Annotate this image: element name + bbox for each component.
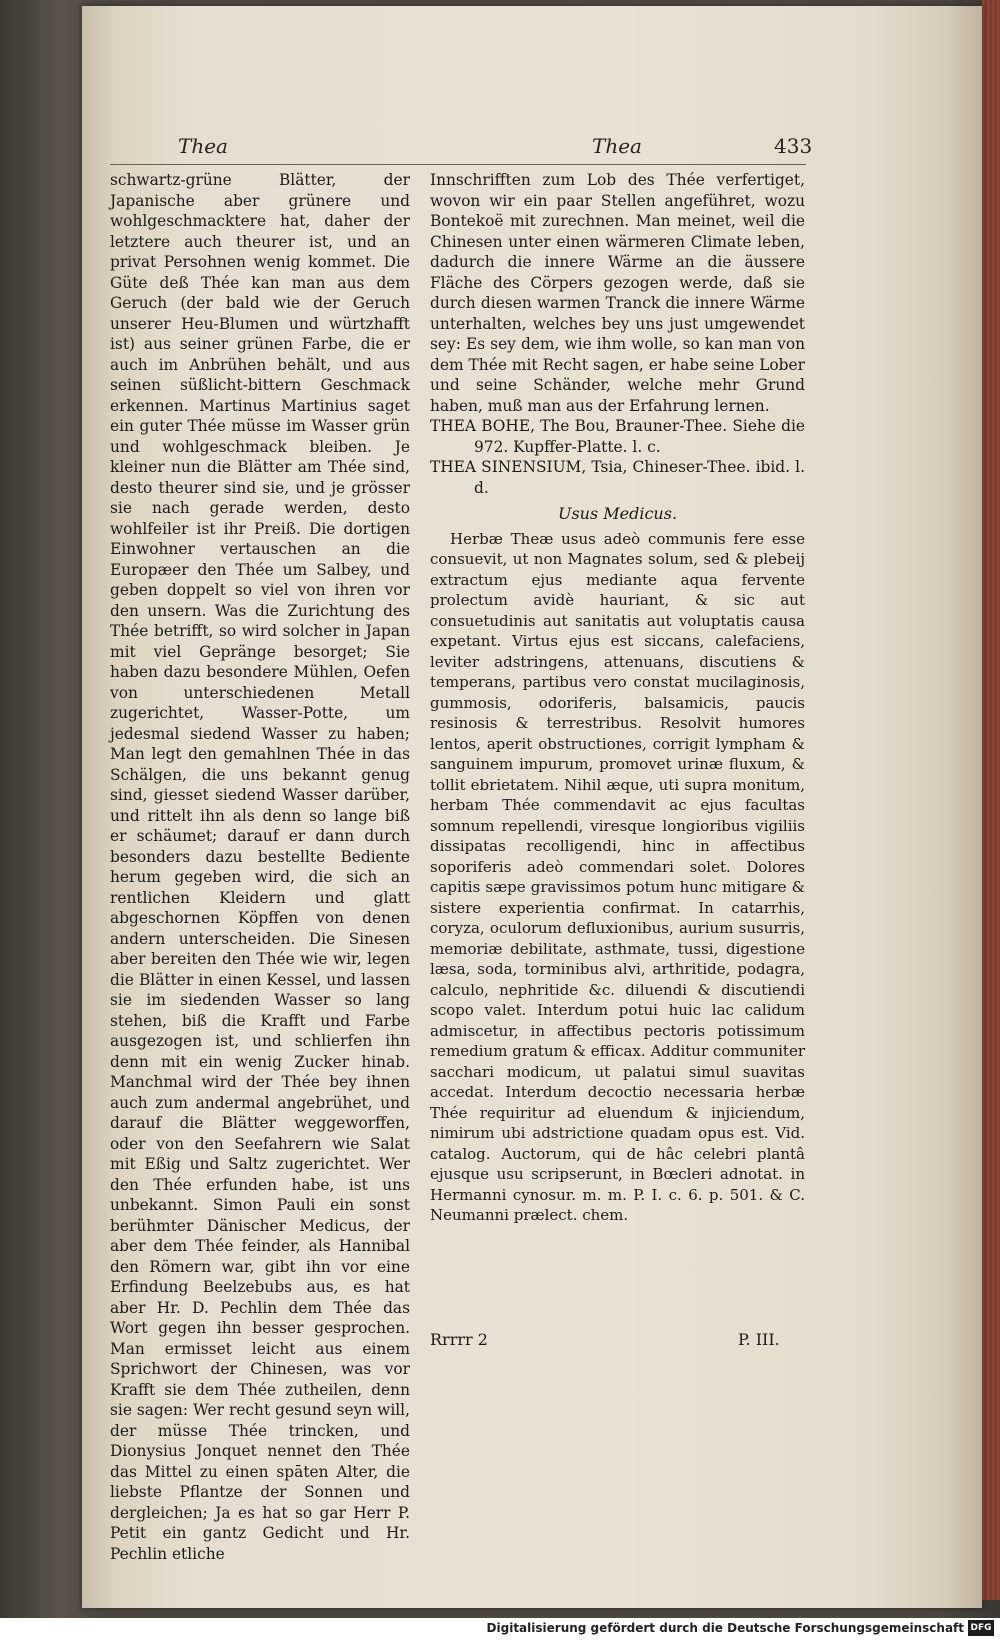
latin-paragraph: Herbæ Theæ usus adeò communis fere esse consuevit, ut non Magnates solum, sed & plebeij extractum ejus mediante aqua fervente prolectum avidè hauriant, & sic aut consuetudinis aut sanitatis aut voluptatis causa expetant. Virtus ejus est siccans, calefaciens, leviter adstringens, attenuans, discutiens & temperans, partibus vero constat mucilaginosis, gummosis, odoriferis, balsamicis, paucis resinosis & terrestribus. Resolvit humores lentos, aperit obstructiones, corrigit lympham & sanguinem impurum, promovet urinæ fluxum, & tollit ebrietatem. Nihil æque, uti supra monitum, herbam Thée commendavit ac ejus facultas somnum repellendi, viresque longioribus vigiliis dissipatas recolligendi, hinc in affectibus soporiferis adeò commendari solet. Dolores capitis sæpe gravissimos potum hunc mitigare & sistere experientia confirmat. In catarrhis, coryza, oculorum defluxionibus, aurium susurris, memoriæ debilitate, asthmate, tussi, digestione læsa, soda, torminibus alvi, arthritide, podagra, calculo, nephritide &c. diluendi & discutiendi scopo valet. Interdum potui huic lac calidum admiscetur, in affectibus pectoris potissimum remedium gratum & efficax. Additur communiter sacchari modicum, ut palatui simul suavitas accedat. Interdum decoctio necessaria herbæ Thée requiritur ad eluendum & injiciendum, nimirum ubi adstrictione quadam opus est. Vid. catalog. Auctorum, qui de hâc celebri plantâ ejusque usu scripserunt, in Bœcleri adnotat. in Hermanni cynosur. m. m. P. I. c. 6. p. 501. & C. Neumanni prælect. chem. bbox=[430, 529, 805, 1224]
catchword: P. III. bbox=[738, 1330, 780, 1349]
dfg-logo: DFG bbox=[968, 1620, 994, 1636]
header-rule bbox=[110, 164, 806, 165]
entry-thea-sinensium: THEA SINENSIUM, Tsia, Chineser-Thee. ibid. l. d. bbox=[430, 458, 805, 497]
book-edge bbox=[982, 0, 1000, 1600]
left-column bbox=[110, 170, 410, 1564]
running-head-left: Thea bbox=[178, 134, 228, 158]
digitization-note: Digitalisierung gefördert durch die Deutsche Forschungsgemeinschaft bbox=[486, 1621, 964, 1635]
right-column bbox=[430, 170, 805, 1226]
running-head-center: Thea bbox=[592, 134, 642, 158]
left-column-text: schwartz-grüne Blätter, der Japanische aber grünere und wohlgeschmacktere hat, daher der letztere auch theurer ist, und an privat Persohnen wenig kommet. Die Güte deß Thée kan man aus dem Geruch (der bald wie der Geruch unserer Heu-Blumen und würtzhafft ist) aus seiner grünen Farbe, die er auch im Anbrühen behält, und aus seinen süßlicht-bittern Geschmack erkennen. Martinus Martinius saget ein guter Thée müsse im Wasser grün und wohlgeschmack bleiben. Je kleiner nun die Blätter am Thée sind, desto theurer sind sie, und je grösser sie nach gerade werden, desto wohlfeiler ist ihr Preiß. Die dortigen Einwohner vertauschen an die Europæer den Thée um Salbey, und geben doppelt so viel von ihren vor den unsern. Was die Zurichtung des Thée betrifft, so wird solcher in Japan mit viel Gepränge besorget; Sie haben dazu besondere Mühlen, Oefen von unterschiedenen Metall zugerichtet, Wasser-Potte, um jedesmal siedend Wasser zu haben; Man legt den gemahlnen Thée in das Schälgen, die uns bekannt genug sind, giesset siedend Wasser darüber, und rittelt ihn als denn so lange biß er schäumet; darauf er dann durch besonders dazu bestellte Bediente herum gegeben wird, die sich an rentlichen Kleidern und glatt abgeschornen Köpffen von denen andern unterscheiden. Die Sinesen aber bereiten den Thée wie wir, legen die Blätter in einen Kessel, und lassen sie im siedenden Wasser so lang stehen, biß die Krafft und Farbe ausgezogen ist, und schlierfen ihn denn mit ein wenig Zucker hinab. Manchmal wird der Thée bey ihnen auch zum andermal angebrühet, und darauf die Blätter weggeworffen, oder von den Seefahrern wie Salat mit Eßig und Saltz zugerichtet. Wer den Thée erfunden habe, ist uns unbekannt. Simon Pauli ein sonst berühmter Dänischer Medicus, der aber dem Thée feinder, als Hannibal den Römern war, gibt ihn vor eine Erfindung Beelzebubs aus, es hat aber Hr. D. Pechlin dem Thée das Wort gegen ihn besser gesprochen. Man ermisset leicht aus einem Sprichwort der Chinesen, was vor Krafft sie dem Thée zutheilen, denn sie sagen: Wer recht gesund seyn will, der müsse Thée trincken, und Dionysius Jonquet nennet den Thée das Mittel zu einen spāten Alter, die liebste Pflantze der Sonnen und dergleichen; Ja es hat so gar Herr P. Petit ein gantz Gedicht und Hr. Pechlin etliche bbox=[110, 171, 410, 1563]
signature-mark: Rrrrr 2 bbox=[430, 1330, 488, 1349]
continuation-paragraph: Innschrifften zum Lob des Thée verfertiget, wovon wir ein paar Stellen angeführet, wozu Bontekoë mit zurechnen. Man meinet, weil die Chinesen unter einen wärmeren Climate leben, dadurch die innere Wärme an die äussere Fläche des Cörpers gezogen werde, daß sie durch diesen warmen Tranck die innere Wärme unterhalten, welches bey uns just umgewendet sey: Es sey dem, wie ihm wolle, so kan man von dem Thée mit Recht sagen, er habe seine Lober und seine Schänder, welche mehr Grund haben, muß man aus der Erfahrung lernen. bbox=[430, 171, 805, 415]
section-heading: Usus Medicus. bbox=[557, 504, 678, 523]
page-number: 433 bbox=[774, 134, 813, 158]
entry-thea-bohe: THEA BOHE, The Bou, Brauner-Thee. Siehe die 972. Kupffer-Platte. l. c. bbox=[430, 417, 805, 456]
